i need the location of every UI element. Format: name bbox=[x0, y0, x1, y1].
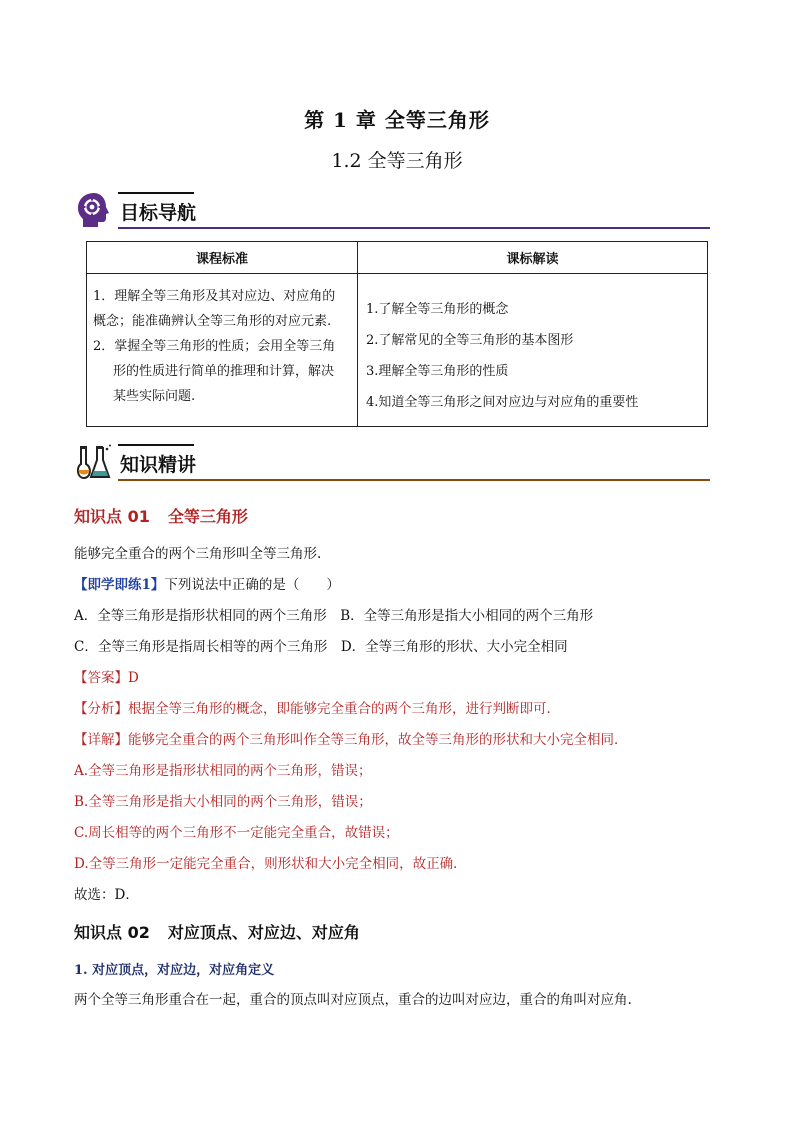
knowledge-section-label: 知识精讲 bbox=[120, 454, 197, 476]
interpretation-item: 1.了解全等三角形的概念 bbox=[366, 302, 509, 317]
analysis-line bbox=[74, 697, 560, 717]
goal-section-header bbox=[74, 190, 710, 230]
answer-tag: 【答案】 bbox=[74, 670, 128, 686]
option-line-ab: A．全等三角形是指形状相同的两个三角形 B．全等三角形是指大小相同的两个三角形 bbox=[74, 608, 594, 624]
exercise-text: 下列说法中正确的是（ ） bbox=[164, 577, 340, 593]
interpretation-item: 4.知道全等三角形之间对应边与对应角的重要性 bbox=[366, 395, 639, 410]
standard-line: 概念；能准确辨认全等三角形的对应元素. bbox=[93, 314, 332, 329]
chapter-title: 第 1 章 全等三角形 bbox=[304, 108, 490, 132]
standard-line: 某些实际问题. bbox=[113, 389, 196, 404]
kp2-subtitle: 1. 对应顶点，对应边，对应角定义 bbox=[74, 963, 275, 978]
head-gear-icon bbox=[74, 190, 114, 230]
detail-tag: 【详解】 bbox=[74, 732, 128, 748]
lab-flask-icon bbox=[74, 442, 114, 482]
standard-line: 形的性质进行简单的推理和计算，解决 bbox=[113, 364, 335, 379]
choose-line: 故选：D． bbox=[74, 887, 139, 903]
interpretation-item: 2.了解常见的全等三角形的基本图形 bbox=[366, 333, 574, 348]
detail-line bbox=[74, 728, 628, 748]
exercise-tag: 【即学即练1】 bbox=[74, 577, 165, 593]
curriculum-table bbox=[86, 241, 708, 427]
table-header-standard: 课程标准 bbox=[87, 242, 358, 274]
interpretation-item: 3.理解全等三角形的性质 bbox=[366, 364, 509, 379]
analysis-text: 根据全等三角形的概念，即能够完全重合的两个三角形，进行判断即可． bbox=[128, 701, 560, 717]
table-header-interpretation: 课标解读 bbox=[358, 242, 708, 274]
knowledge-section-header bbox=[74, 442, 710, 482]
detail-option-a: A.全等三角形是指形状相同的两个三角形，错误； bbox=[74, 763, 372, 779]
section-title: 1.2 全等三角形 bbox=[331, 150, 463, 172]
standard-cell bbox=[87, 274, 358, 427]
detail-option-b: B.全等三角形是指大小相同的两个三角形，错误； bbox=[74, 794, 372, 810]
standard-line: 1．理解全等三角形及其对应边、对应角的 bbox=[93, 289, 336, 304]
standard-line: 2．掌握全等三角形的性质；会用全等三角 bbox=[93, 339, 336, 354]
kp2-name: 对应顶点、对应边、对应角 bbox=[167, 923, 360, 942]
answer-value: D bbox=[128, 670, 139, 686]
kp1-label: 知识点 01 bbox=[74, 507, 150, 526]
detail-option-c: C.周长相等的两个三角形不一定能完全重合，故错误； bbox=[74, 825, 399, 841]
kp1-name: 全等三角形 bbox=[167, 507, 248, 526]
kp1-definition: 能够完全重合的两个三角形叫全等三角形. bbox=[74, 546, 322, 562]
exercise-question bbox=[74, 573, 340, 593]
knowledge-section-underline bbox=[118, 479, 710, 481]
option-line-cd: C．全等三角形是指周长相等的两个三角形 D．全等三角形的形状、大小完全相同 bbox=[74, 639, 568, 655]
kp2-definition: 两个全等三角形重合在一起，重合的顶点叫对应顶点，重合的边叫对应边，重合的角叫对应角. bbox=[74, 992, 632, 1008]
goal-section-underline bbox=[118, 227, 710, 229]
detail-text: 能够完全重合的两个三角形叫作全等三角形，故全等三角形的形状和大小完全相同． bbox=[128, 732, 628, 748]
answer-line bbox=[74, 666, 139, 686]
interpretation-cell bbox=[358, 274, 708, 427]
goal-section-label: 目标导航 bbox=[120, 202, 197, 224]
kp2-label: 知识点 02 bbox=[74, 923, 150, 942]
kp1-title bbox=[74, 504, 248, 527]
detail-option-d: D.全等三角形一定能完全重合，则形状和大小完全相同，故正确． bbox=[74, 856, 467, 872]
analysis-tag: 【分析】 bbox=[74, 701, 128, 717]
kp2-title bbox=[74, 920, 360, 943]
